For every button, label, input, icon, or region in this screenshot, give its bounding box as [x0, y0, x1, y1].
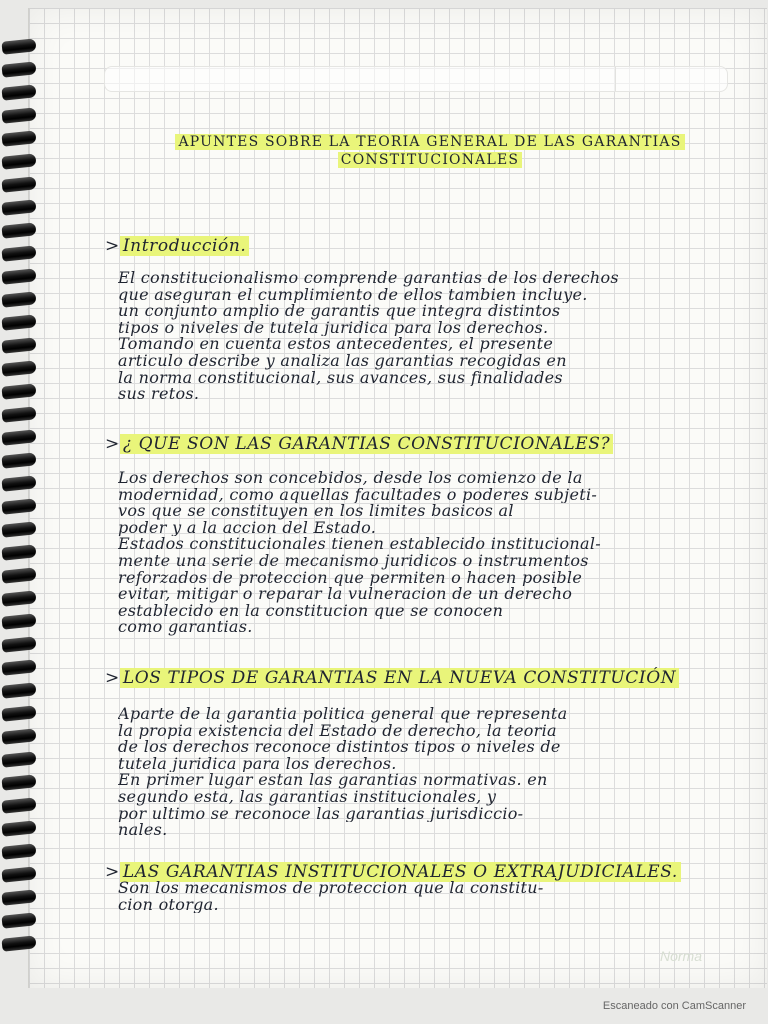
spiral-coil: [1, 935, 36, 951]
spiral-coil: [1, 153, 36, 169]
spiral-coil: [1, 751, 36, 767]
document-subtitle: [150, 152, 710, 168]
spiral-coil: [1, 820, 36, 836]
page-header-strip: [104, 66, 728, 92]
section-heading-institucionales: > LAS GARANTIAS INSTITUCIONALES O EXTRAJUDICIALES.: [105, 862, 725, 882]
spiral-coil: [1, 567, 36, 583]
spiral-coil: [1, 84, 36, 100]
notebook-brand-logo: Norma: [660, 948, 703, 964]
spiral-coil: [1, 889, 36, 905]
spiral-coil: [1, 176, 36, 192]
spiral-coil: [1, 107, 36, 123]
spiral-coil: [1, 705, 36, 721]
section-paragraph-introduccion: El constitucionalismo comprende garantias de los derechos que aseguran el cumplimiento de ellos tambien incluye. un conjunto amplio de garantis que integra distintos tipos o niveles de tutela juridica para los derechos. Tomando en cuenta estos antecedentes, el presente articulo describe y analiza las garantias recogidas en la norma constitucional, sus avances, sus finalidades sus retos.: [118, 270, 619, 403]
spiral-coil: [1, 521, 36, 537]
spiral-coil: [1, 452, 36, 468]
spiral-coil: [1, 728, 36, 744]
section-heading-tipos: > LOS TIPOS DE GARANTIAS EN LA NUEVA CONSTITUCIÓN: [105, 668, 725, 688]
title-line-1: APUNTES SOBRE LA TEORIA GENERAL DE LAS GARANTIAS: [175, 134, 684, 150]
spiral-coil: [1, 774, 36, 790]
spiral-coil: [1, 659, 36, 675]
spiral-coil: [1, 429, 36, 445]
arrow-icon: >: [105, 668, 120, 688]
spiral-coil: [1, 636, 36, 652]
section-heading-que-son: > ¿ QUE SON LAS GARANTIAS CONSTITUCIONALES?: [105, 434, 725, 454]
arrow-icon: >: [105, 434, 120, 454]
spiral-coil: [1, 406, 36, 422]
section-paragraph-tipos: Aparte de la garantia politica general que representa la propia existencia del Estado de derecho, la teoria de los derechos reconoce distintos tipos o niveles de tutela juridica para los derechos. En primer lugar estan las garantias normativas. en segundo esta, las garantias institucionales, y por ultimo se reconoce las garantias jurisdiccio- nales.: [118, 706, 568, 839]
spiral-coil: [1, 912, 36, 928]
scanner-watermark: Escaneado con CamScanner: [602, 1000, 746, 1012]
spiral-coil: [1, 843, 36, 859]
arrow-icon: >: [105, 236, 120, 256]
title-line-2: CONSTITUCIONALES: [338, 152, 522, 168]
spiral-coil: [1, 291, 36, 307]
spiral-coil: [1, 613, 36, 629]
spiral-coil: [1, 337, 36, 353]
section-paragraph-que-son: Los derechos son concebidos, desde los comienzo de la modernidad, como aquellas facultades o poderes subjeti- vos que se constituyen en los limites basicos al poder y a la accion del Estado. Estados constitucionales tienen establecido institucional- mente una serie de mecanismo juridicos o instrumentos reforzados de proteccion que permiten o hacen posible evitar, mitigar o reparar la vulneracion de un derecho establecido en la constitucion que se conocen como garantias.: [118, 470, 601, 636]
spiral-coil: [1, 268, 36, 284]
spiral-binding: [0, 40, 40, 960]
section-heading-introduccion: > Introducción.: [105, 236, 725, 256]
spiral-coil: [1, 38, 36, 54]
spiral-coil: [1, 130, 36, 146]
spiral-coil: [1, 544, 36, 560]
spiral-coil: [1, 682, 36, 698]
spiral-coil: [1, 199, 36, 215]
arrow-icon: >: [105, 862, 120, 882]
spiral-coil: [1, 360, 36, 376]
spiral-coil: [1, 61, 36, 77]
spiral-coil: [1, 314, 36, 330]
spiral-coil: [1, 498, 36, 514]
spiral-coil: [1, 866, 36, 882]
spiral-coil: [1, 245, 36, 261]
spiral-coil: [1, 797, 36, 813]
document-title: [150, 134, 710, 150]
section-paragraph-institucionales: Son los mecanismos de proteccion que la constitu- cion otorga.: [118, 880, 544, 914]
spiral-coil: [1, 475, 36, 491]
spiral-coil: [1, 383, 36, 399]
spiral-coil: [1, 590, 36, 606]
spiral-coil: [1, 222, 36, 238]
